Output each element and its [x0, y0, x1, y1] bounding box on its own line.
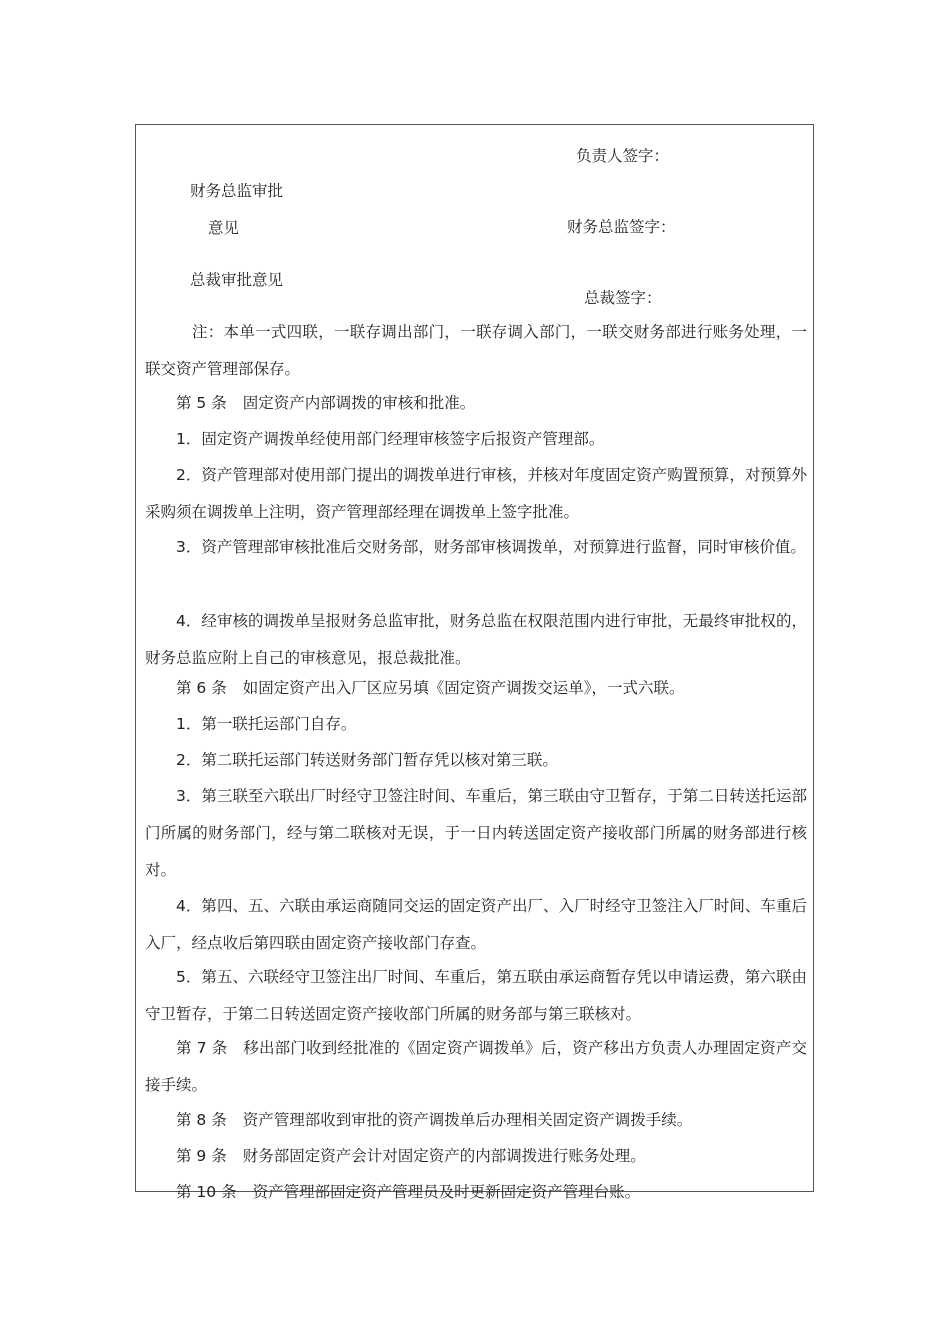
article-6: 第 6 条 如固定资产出入厂区应另填《固定资产调拨交运单》，一式六联。: [176, 679, 685, 697]
article-7: 第 7 条 移出部门收到经批准的《固定资产调拨单》后，资产移出方负责人办理固定资产交接手续。: [145, 1039, 807, 1094]
note-paragraph: 注：本单一式四联，一联存调出部门，一联存调入部门，一联交财务部进行账务处理，一联交资产管理部保存。: [145, 323, 807, 378]
ceo-opinion-label: 总裁审批意见: [190, 271, 284, 289]
manager-sign-label: 负责人签字：: [576, 147, 670, 165]
article-5-item-4: 4．经审核的调拨单呈报财务总监审批，财务总监在权限范围内进行审批，无最终审批权的，财务总监应附上自己的审核意见，报总裁批准。: [145, 612, 807, 667]
article-5-item-3: 3．资产管理部审核批准后交财务部，财务部审核调拨单，对预算进行监督，同时审核价值。: [176, 538, 806, 556]
article-10: 第 10 条 资产管理部固定资产管理员及时更新固定资产管理台账。: [176, 1183, 641, 1201]
article-5-item-1: 1．固定资产调拨单经使用部门经理审核签字后报资产管理部。: [176, 430, 605, 448]
ceo-sign-label: 总裁签字：: [584, 289, 662, 307]
cfo-sign-label: 财务总监签字：: [567, 218, 676, 236]
article-6-item-4: 4．第四、五、六联由承运商随同交运的固定资产出厂、入厂时经守卫签注入厂时间、车重后入厂，经点收后第四联由固定资产接收部门存查。: [145, 897, 807, 952]
article-8: 第 8 条 资产管理部收到审批的资产调拨单后办理相关固定资产调拨手续。: [176, 1111, 693, 1129]
cfo-opinion-label: 财务总监审批: [190, 182, 284, 200]
article-5-item-2: 2．资产管理部对使用部门提出的调拨单进行审核，并核对年度固定资产购置预算，对预算外采购须在调拨单上注明，资产管理部经理在调拨单上签字批准。: [145, 466, 807, 521]
cfo-opinion-label-cont: 意见: [208, 219, 240, 237]
article-6-item-5: 5．第五、六联经守卫签注出厂时间、车重后，第五联由承运商暂存凭以申请运费，第六联由守卫暂存，于第二日转送固定资产接收部门所属的财务部与第三联核对。: [145, 968, 807, 1023]
article-6-item-3: 3．第三联至六联出厂时经守卫签注时间、车重后，第三联由守卫暂存，于第二日转送托运部门所属的财务部门，经与第二联核对无误，于一日内转送固定资产接收部门所属的财务部进行核对。: [145, 787, 807, 879]
article-5: 第 5 条 固定资产内部调拨的审核和批准。: [176, 394, 476, 412]
article-6-item-1: 1．第一联托运部门自存。: [176, 715, 357, 733]
article-6-item-2: 2．第二联托运部门转送财务部门暂存凭以核对第三联。: [176, 751, 558, 769]
article-9: 第 9 条 财务部固定资产会计对固定资产的内部调拨进行账务处理。: [176, 1147, 646, 1165]
